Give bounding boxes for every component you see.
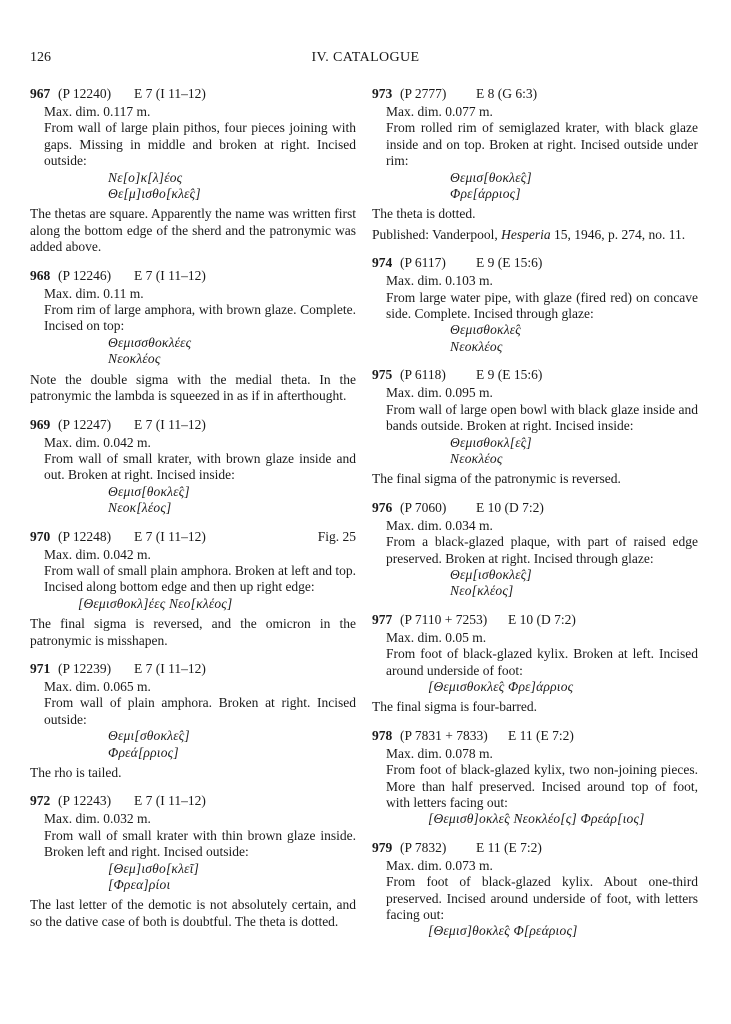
figure-reference: Fig. 25 [317, 528, 356, 544]
inscription-line: [Θεμισθοκλ]έες Νεο[κλέος] [78, 595, 233, 611]
publication [372, 227, 698, 243]
dimension: Max. dim. 0.103 m. [386, 273, 493, 289]
inventory-number: (P 12243) [58, 793, 112, 809]
catalogue-entry-968 [30, 268, 356, 405]
inscription-line: Θεμισσθοκλέες [108, 334, 192, 350]
entry-heading [30, 268, 356, 286]
entry-heading [372, 612, 698, 630]
description: From wall of plain amphora. Broken at right. Incised outside: [44, 695, 356, 727]
catalogue-entry-969 [30, 417, 356, 517]
entry-heading [30, 86, 356, 104]
catalogue-entry-971 [30, 661, 356, 781]
entry-heading [372, 840, 698, 858]
entry-number: 978 [372, 727, 393, 743]
commentary: Note the double sigma with the medial theta. In the patronymic the lambda is squeezed in as if in afterthought. [30, 371, 356, 404]
left-column [30, 86, 356, 942]
description: From foot of black-glazed kylix. About one-third preserved. Incised around underside of foot, with letters facing out: [386, 874, 698, 923]
deposit: E 7 (I 11–12) [134, 660, 206, 676]
dimension: Max. dim. 0.078 m. [386, 745, 493, 761]
inscription-line: Θεμισθοκλ[ε̂ς] [450, 434, 532, 450]
publication-suffix: 15, 1946, p. 274, no. 11. [550, 226, 686, 242]
dimension: Max. dim. 0.042 m. [44, 434, 151, 450]
description: From rim of large amphora, with brown glaze. Complete. Incised on top: [44, 302, 356, 334]
deposit: E 9 (E 15:6) [476, 367, 543, 383]
catalogue-entry-970 [30, 529, 356, 649]
commentary: The theta is dotted. [372, 206, 476, 222]
inscription-line: [Φρεα]ρίοι [108, 877, 171, 893]
deposit: E 7 (I 11–12) [134, 793, 206, 809]
description: From a black-glazed plaque, with part of raised edge preserved. Broken at right. Incised through glaze: [386, 534, 698, 566]
deposit: E 7 (I 11–12) [134, 416, 206, 432]
deposit: E 10 (D 7:2) [508, 611, 576, 627]
inventory-number: (P 12239) [58, 660, 112, 676]
inscription-line: Νεοκλέος [450, 338, 503, 354]
inscription-line: Θεμισ[θοκλε̂ς] [450, 169, 532, 185]
entry-number: 979 [372, 839, 393, 855]
catalogue-entry-967 [30, 86, 356, 256]
inscription-line: Φρεά[ρριος] [108, 744, 179, 760]
entry-number: 975 [372, 367, 393, 383]
inventory-number: (P 12248) [58, 528, 112, 544]
dimension: Max. dim. 0.032 m. [44, 811, 151, 827]
catalogue-entry-979 [372, 840, 698, 940]
entry-number: 968 [30, 267, 51, 283]
dimension: Max. dim. 0.073 m. [386, 857, 493, 873]
catalogue-entry-974 [372, 255, 698, 355]
entry-number: 977 [372, 611, 393, 627]
running-head: IV. CATALOGUE [311, 50, 420, 65]
page-number: 126 [30, 50, 51, 65]
catalogue-entry-977 [372, 612, 698, 716]
description: From large water pipe, with glaze (fired red) on concave side. Complete. Incised through glaze: [386, 289, 698, 322]
entry-number: 971 [30, 660, 51, 676]
deposit: E 11 (E 7:2) [476, 839, 542, 855]
catalogue-entry-972 [30, 793, 356, 930]
inscription-line: Νε[ο]κ[λ]έος [108, 169, 183, 185]
dimension: Max. dim. 0.117 m. [44, 104, 151, 119]
publication-prefix: Published: Vanderpool, [372, 226, 502, 242]
description: From foot of black-glazed kylix. Broken at left. Incised around underside of foot: [386, 646, 698, 678]
deposit: E 8 (G 6:3) [476, 86, 538, 101]
inventory-number: (P 2777) [400, 86, 447, 101]
publication-journal: Hesperia [501, 226, 551, 242]
dimension: Max. dim. 0.11 m. [44, 285, 144, 301]
inscription-line: Νεο[κλέος] [450, 583, 514, 599]
inventory-number: (P 6117) [400, 255, 446, 271]
description: From wall of large plain pithos, four pieces joining with gaps. Missing in middle and broken at right. Incised outside: [44, 120, 356, 169]
entry-number: 970 [30, 528, 51, 544]
description: From wall of small krater, with brown glaze inside and out. Broken at right. Incised inside: [44, 450, 356, 483]
dimension: Max. dim. 0.095 m. [386, 385, 493, 401]
entry-number: 967 [30, 86, 51, 101]
commentary: The rho is tailed. [30, 765, 122, 780]
catalogue-entry-975 [372, 367, 698, 487]
inventory-number: (P 7832) [400, 839, 447, 855]
inventory-number: (P 12240) [58, 86, 112, 101]
inscription-line: Νεοκ[λέος] [108, 500, 172, 516]
deposit: E 7 (I 11–12) [134, 267, 206, 283]
catalogue-entry-978 [372, 728, 698, 828]
commentary: The final sigma is reversed, and the omicron in the patronymic is misshapen. [30, 616, 356, 648]
entry-heading [372, 500, 698, 518]
right-column [372, 86, 698, 952]
commentary: The final sigma is four-barred. [372, 699, 538, 715]
inventory-number: (P 12246) [58, 267, 112, 283]
commentary: The last letter of the demotic is not absolutely certain, and so the dative case of both is doubtful. The theta is dotted. [30, 897, 356, 929]
entry-heading [30, 529, 356, 547]
entry-heading [30, 661, 356, 679]
inscription-line: Φρε[άρριος] [450, 186, 521, 202]
inventory-number: (P 7831 + 7833) [400, 727, 488, 743]
description: From wall of small krater with thin brown glaze inside. Broken left and right. Incised outside: [44, 827, 356, 860]
entry-heading [372, 728, 698, 746]
inventory-number: (P 6118) [400, 367, 446, 383]
dimension: Max. dim. 0.065 m. [44, 678, 151, 694]
deposit: E 7 (I 11–12) [134, 86, 206, 101]
inscription-line: Θεμισθοκλε̂ς [450, 322, 521, 338]
inscription-line: [Θεμ]ισθο[κλεῖ] [108, 860, 200, 876]
catalogue-entry-976 [372, 500, 698, 600]
commentary: The final sigma of the patronymic is reversed. [372, 471, 621, 487]
entry-number: 973 [372, 86, 393, 101]
deposit: E 10 (D 7:2) [476, 499, 544, 515]
entry-heading [30, 417, 356, 435]
entry-heading [30, 793, 356, 811]
deposit: E 9 (E 15:6) [476, 255, 543, 271]
entry-heading [372, 86, 698, 104]
entry-heading [372, 367, 698, 385]
commentary: The thetas are square. Apparently the name was written first along the bottom edge of the sherd and the patronymic was added above. [30, 206, 356, 255]
inventory-number: (P 7110 + 7253) [400, 611, 488, 627]
inscription-line: Θεμ[ισθοκλε̂ς] [450, 566, 532, 582]
deposit: E 11 (E 7:2) [508, 727, 574, 743]
entry-number: 974 [372, 255, 393, 271]
description: From wall of large open bowl with black glaze inside and bands outside. Broken at right. Incised inside: [386, 401, 698, 434]
description: From wall of small plain amphora. Broken at left and top. Incised along bottom edge and then up right edge: [44, 562, 356, 595]
inscription-line: [Θεμισθ]οκλε̂ς Νεοκλέο[ς] Φρεάρ[ιος] [428, 811, 645, 827]
entry-heading [372, 255, 698, 273]
page-header [30, 50, 701, 70]
description: From rolled rim of semiglazed krater, with black glaze inside and on top. Broken at right. Incised outside under rim: [386, 120, 698, 169]
inventory-number: (P 12247) [58, 416, 112, 432]
dimension: Max. dim. 0.042 m. [44, 546, 151, 562]
deposit: E 7 (I 11–12) [134, 528, 206, 544]
inscription-line: Θεμι[σθοκλε̂ς] [108, 728, 190, 744]
inscription-line: Θεμισ[θοκλε̂ς] [108, 483, 190, 499]
entry-number: 976 [372, 499, 393, 515]
entry-number: 969 [30, 416, 51, 432]
description: From foot of black-glazed kylix, two non-joining pieces. More than half preserved. Incised around top of foot, with letters facing out: [386, 762, 698, 810]
dimension: Max. dim. 0.05 m. [386, 629, 487, 645]
dimension: Max. dim. 0.034 m. [386, 517, 493, 533]
catalogue-entry-973 [372, 86, 698, 243]
inscription-line: [Θεμισθοκλε̂ς Φρε]άρριος [428, 678, 574, 694]
inscription-line: Νεοκλέος [108, 351, 161, 367]
inventory-number: (P 7060) [400, 499, 447, 515]
entry-number: 972 [30, 793, 51, 809]
inscription-line: Θε[μ]ισθο[κλε̂ς] [108, 186, 201, 202]
dimension: Max. dim. 0.077 m. [386, 104, 493, 119]
inscription-line: Νεοκλέος [450, 450, 503, 466]
inscription-line: [Θεμισ]θοκλε̂ς Φ[ρεάριος] [428, 923, 578, 939]
